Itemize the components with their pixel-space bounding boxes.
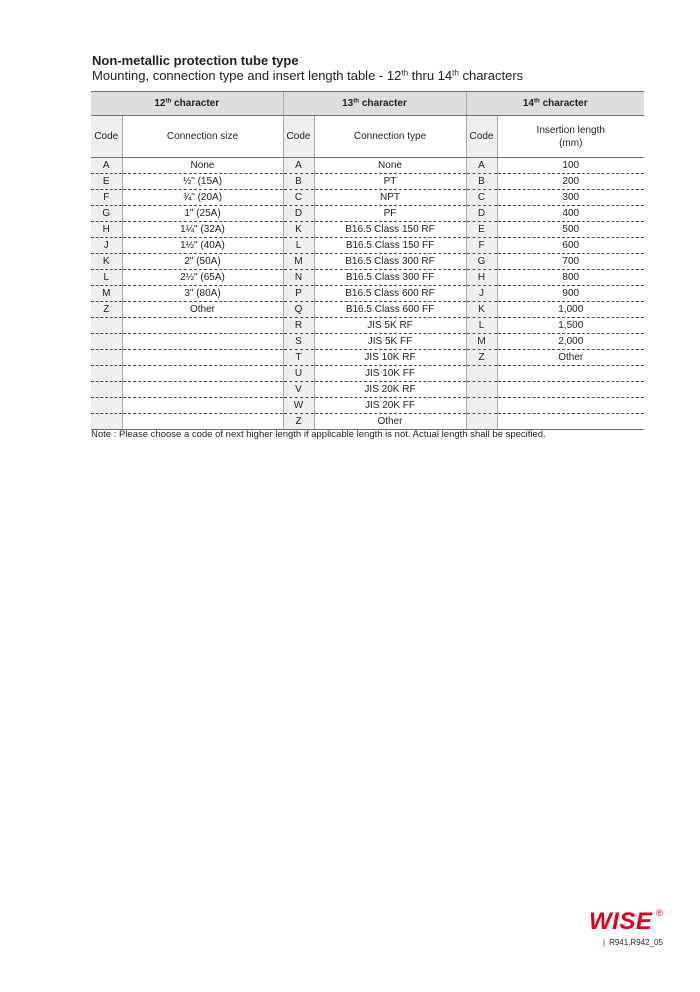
group-header-superscript: th — [353, 97, 360, 105]
cell-connection-size: None — [122, 158, 283, 174]
cell-connection-type: NPT — [314, 190, 466, 206]
cell-connection-size — [122, 398, 283, 414]
table-row — [91, 190, 644, 206]
table-row — [91, 158, 644, 174]
cell-code-12 — [91, 350, 122, 366]
column-header-code: Code — [91, 116, 122, 158]
column-header-insertion-length — [497, 116, 644, 158]
wise-logo — [588, 906, 666, 934]
page-code-divider: | — [603, 938, 606, 947]
group-header-number: 13 — [342, 98, 354, 109]
cell-code-14 — [466, 382, 497, 398]
cell-code-14: K — [466, 302, 497, 318]
group-header-row — [91, 92, 644, 116]
cell-code-12: F — [91, 190, 122, 206]
cell-connection-type: B16.5 Class 300 RF — [314, 254, 466, 270]
cell-code-13: S — [283, 334, 314, 350]
cell-connection-type: JIS 5K RF — [314, 318, 466, 334]
cell-connection-type: JIS 20K FF — [314, 398, 466, 414]
cell-code-14 — [466, 366, 497, 382]
cell-code-12: M — [91, 286, 122, 302]
cell-code-13: A — [283, 158, 314, 174]
cell-insertion-length: 900 — [497, 286, 644, 302]
footnote: Note : Please choose a code of next higher length if applicable length is not. Actual length shall be specified. — [91, 429, 546, 440]
code-table — [91, 91, 644, 430]
cell-connection-size — [122, 334, 283, 350]
table-row — [91, 318, 644, 334]
cell-connection-size — [122, 382, 283, 398]
cell-code-14: M — [466, 334, 497, 350]
cell-code-14: C — [466, 190, 497, 206]
cell-connection-type: B16.5 Class 150 FF — [314, 238, 466, 254]
group-header-13th — [283, 92, 466, 116]
cell-insertion-length — [497, 366, 644, 382]
subtitle-text-mid: thru 14 — [408, 68, 453, 83]
cell-insertion-length: 700 — [497, 254, 644, 270]
cell-code-13: N — [283, 270, 314, 286]
cell-connection-size: Other — [122, 302, 283, 318]
cell-connection-size: 1¼" (32A) — [122, 222, 283, 238]
cell-code-12: J — [91, 238, 122, 254]
cell-connection-type: None — [314, 158, 466, 174]
cell-insertion-length — [497, 382, 644, 398]
subtitle-superscript-1: th — [401, 68, 409, 78]
cell-code-13: V — [283, 382, 314, 398]
cell-connection-size: 3" (80A) — [122, 286, 283, 302]
group-header-number: 12 — [154, 98, 166, 109]
cell-insertion-length: 500 — [497, 222, 644, 238]
cell-connection-size: 1½" (40A) — [122, 238, 283, 254]
cell-connection-type: B16.5 Class 600 RF — [314, 286, 466, 302]
cell-code-13: Q — [283, 302, 314, 318]
group-header-14th — [466, 92, 644, 116]
page-title: Non-metallic protection tube type — [92, 53, 299, 68]
cell-code-13: K — [283, 222, 314, 238]
registered-mark: ® — [656, 908, 663, 918]
column-header-code: Code — [466, 116, 497, 158]
column-header-connection-type: Connection type — [314, 116, 466, 158]
cell-code-12 — [91, 398, 122, 414]
group-header-label: character — [171, 98, 220, 109]
cell-code-14 — [466, 398, 497, 414]
cell-connection-type: PT — [314, 174, 466, 190]
cell-code-13: C — [283, 190, 314, 206]
group-header-12th — [91, 92, 283, 116]
table-row — [91, 238, 644, 254]
cell-code-13: L — [283, 238, 314, 254]
cell-connection-type: PF — [314, 206, 466, 222]
page-code — [603, 938, 663, 948]
cell-insertion-length — [497, 398, 644, 414]
cell-code-14: G — [466, 254, 497, 270]
cell-code-14: Z — [466, 350, 497, 366]
cell-code-12: G — [91, 206, 122, 222]
cell-code-13: R — [283, 318, 314, 334]
cell-code-12: L — [91, 270, 122, 286]
cell-code-14: J — [466, 286, 497, 302]
cell-connection-size: 2½" (65A) — [122, 270, 283, 286]
column-header-row — [91, 116, 644, 158]
cell-connection-size — [122, 350, 283, 366]
cell-insertion-length: 400 — [497, 206, 644, 222]
group-header-superscript: th — [533, 97, 540, 105]
subtitle-superscript-2: th — [452, 68, 459, 78]
cell-code-14: B — [466, 174, 497, 190]
cell-code-14: H — [466, 270, 497, 286]
cell-insertion-length: 200 — [497, 174, 644, 190]
cell-code-12 — [91, 334, 122, 350]
logo-wordmark: WISE — [589, 908, 653, 934]
cell-connection-size: 2" (50A) — [122, 254, 283, 270]
cell-connection-type: JIS 10K FF — [314, 366, 466, 382]
cell-code-12 — [91, 318, 122, 334]
table-row — [91, 174, 644, 190]
cell-connection-size: ¾" (20A) — [122, 190, 283, 206]
cell-connection-type: JIS 20K RF — [314, 382, 466, 398]
page-subtitle — [92, 68, 523, 84]
cell-code-13: D — [283, 206, 314, 222]
cell-connection-type: B16.5 Class 150 RF — [314, 222, 466, 238]
group-header-label: character — [539, 98, 588, 109]
table-row — [91, 222, 644, 238]
cell-connection-size: ½" (15A) — [122, 174, 283, 190]
table-row — [91, 206, 644, 222]
table-row — [91, 270, 644, 286]
cell-insertion-length: 800 — [497, 270, 644, 286]
cell-code-14: A — [466, 158, 497, 174]
cell-code-12 — [91, 382, 122, 398]
table-row — [91, 302, 644, 318]
cell-code-12 — [91, 366, 122, 382]
cell-code-12: Z — [91, 302, 122, 318]
column-header-code: Code — [283, 116, 314, 158]
group-header-label: character — [359, 98, 407, 109]
column-header-insertion-length-unit: (mm) — [559, 137, 583, 149]
table-row — [91, 286, 644, 302]
cell-code-12: H — [91, 222, 122, 238]
table-body — [91, 158, 644, 430]
cell-connection-type: JIS 10K RF — [314, 350, 466, 366]
cell-code-13: B — [283, 174, 314, 190]
cell-connection-size: 1" (25A) — [122, 206, 283, 222]
subtitle-text-main: Mounting, connection type and insert length table - 12 — [92, 68, 402, 83]
cell-insertion-length: 300 — [497, 190, 644, 206]
cell-insertion-length: 600 — [497, 238, 644, 254]
cell-code-12: A — [91, 158, 122, 174]
cell-code-13: M — [283, 254, 314, 270]
table-row — [91, 334, 644, 350]
table-row — [91, 350, 644, 366]
table-row — [91, 366, 644, 382]
cell-connection-type: Other — [314, 414, 466, 430]
cell-connection-size — [122, 318, 283, 334]
table-row — [91, 398, 644, 414]
cell-connection-size — [122, 366, 283, 382]
cell-insertion-length: 1,000 — [497, 302, 644, 318]
cell-code-14: E — [466, 222, 497, 238]
cell-connection-type: B16.5 Class 300 FF — [314, 270, 466, 286]
table-row — [91, 254, 644, 270]
table-row — [91, 382, 644, 398]
cell-code-12: E — [91, 174, 122, 190]
cell-insertion-length: 2,000 — [497, 334, 644, 350]
subtitle-text-end: characters — [458, 68, 524, 83]
cell-code-13: T — [283, 350, 314, 366]
column-header-connection-size: Connection size — [122, 116, 283, 158]
group-header-number: 14 — [522, 98, 534, 109]
cell-code-13: Z — [283, 414, 314, 430]
cell-code-12: K — [91, 254, 122, 270]
cell-connection-type: JIS 5K FF — [314, 334, 466, 350]
cell-code-13: P — [283, 286, 314, 302]
cell-code-14: F — [466, 238, 497, 254]
cell-connection-type: B16.5 Class 600 FF — [314, 302, 466, 318]
column-header-insertion-length-line1: Insertion length — [536, 124, 605, 136]
cell-insertion-length: 100 — [497, 158, 644, 174]
cell-insertion-length: Other — [497, 350, 644, 366]
group-header-superscript: th — [165, 97, 172, 105]
cell-code-13: W — [283, 398, 314, 414]
cell-code-13: U — [283, 366, 314, 382]
cell-code-14: D — [466, 206, 497, 222]
page-code-text: R941.R942_05 — [609, 938, 663, 947]
cell-insertion-length: 1,500 — [497, 318, 644, 334]
cell-code-14: L — [466, 318, 497, 334]
